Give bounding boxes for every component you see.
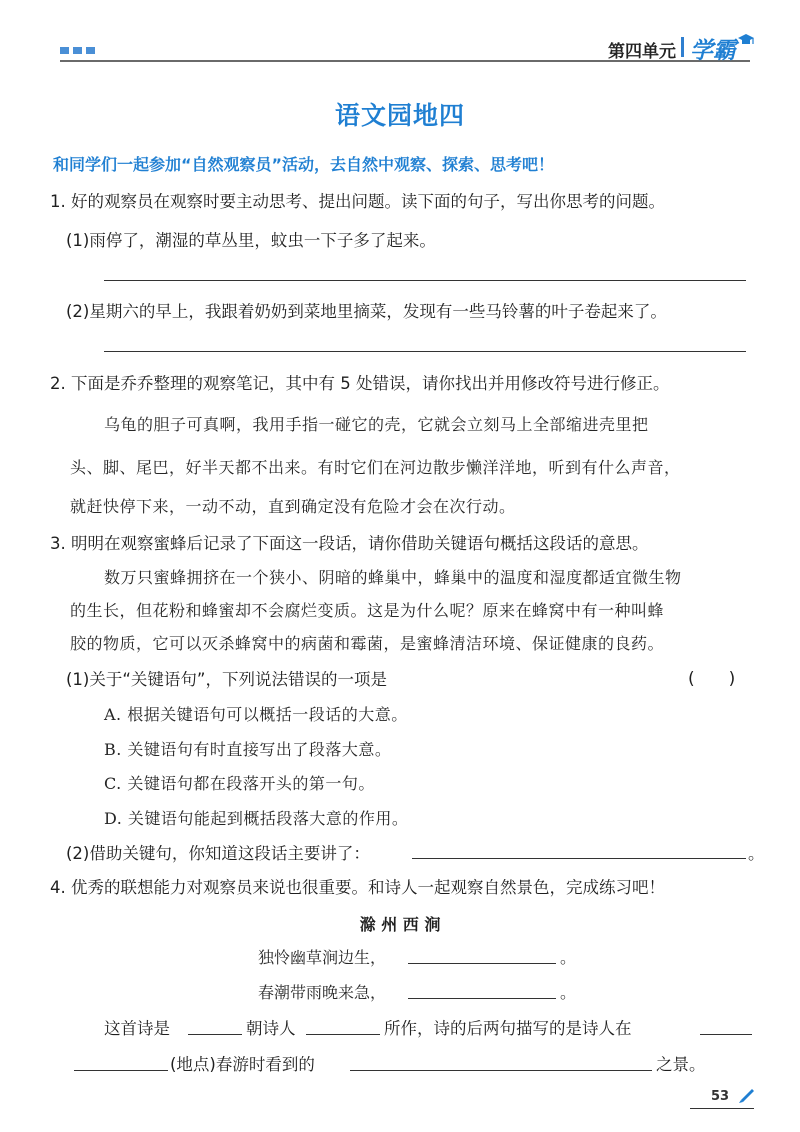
poem-title: 滁 州 西 涧 — [359, 915, 441, 934]
question-1: 1. 好的观察员在观察时要主动思考、提出问题。读下面的句子，写出你思考的问题。 — [50, 192, 665, 211]
q3-answer-bracket[interactable]: ( ) — [688, 669, 736, 689]
poem-blank-2[interactable] — [408, 998, 556, 999]
brand-logo: 学霸 — [690, 38, 736, 64]
poem-line-1: 独怜幽草涧边生， — [258, 948, 387, 967]
q3-passage-line-3: 胶的物质，它可以灭杀蜂窝中的病菌和霉菌，是蜜蜂清洁环境、保证健康的良药。 — [70, 634, 665, 653]
poem-line-2-end: 。 — [560, 983, 577, 1002]
q4-fill-text-2: 朝诗人 — [246, 1019, 296, 1038]
q3-passage-line-1: 数万只蜜蜂拥挤在一个狭小、阴暗的蜂巢中，蜂巢中的温度和湿度都适宜微生物 — [104, 568, 682, 587]
q4-blank-poet[interactable] — [306, 1034, 380, 1035]
q4-blank-scene[interactable] — [350, 1070, 652, 1071]
header-separator — [681, 37, 684, 57]
question-3: 3. 明明在观察蜜蜂后记录了下面这一段话，请你借助关键语句概括这段话的意思。 — [50, 534, 649, 553]
q2-passage-line-3: 就赶快停下来，一动不动，直到确定没有危险才会在次行动。 — [70, 497, 516, 516]
q3-option-c[interactable]: C. 关键语句都在段落开头的第一句。 — [104, 774, 375, 793]
q3-passage-line-2: 的生长，但花粉和蜂蜜却不会腐烂变质。这是为什么呢？原来在蜂窝中有一种叫蜂 — [70, 601, 665, 620]
q4-blank-place-start[interactable] — [700, 1034, 752, 1035]
q4-fill-text-3: 所作，诗的后两句描写的是诗人在 — [384, 1019, 632, 1038]
poem-line-2: 春潮带雨晚来急， — [258, 983, 387, 1002]
question-4: 4. 优秀的联想能力对观察员来说也很重要。和诗人一起观察自然景色，完成练习吧！ — [50, 878, 665, 897]
q1-sentence-1: (1)雨停了，潮湿的草丛里，蚊虫一下子多了起来。 — [66, 231, 436, 250]
q4-blank-place[interactable] — [74, 1070, 168, 1071]
q3-option-b[interactable]: B. 关键语句有时直接写出了段落大意。 — [104, 740, 392, 759]
q1-sentence-2: (2)星期六的早上，我跟着奶奶到菜地里摘菜，发现有一些马铃薯的叶子卷起来了。 — [66, 302, 667, 321]
pencil-icon — [738, 1087, 756, 1103]
q3-answer-end-mark: 。 — [748, 844, 765, 863]
q3-option-d[interactable]: D. 关键语句能起到概括段落大意的作用。 — [104, 809, 409, 828]
q4-blank-dynasty[interactable] — [188, 1034, 242, 1035]
q3-sub-question-2: (2)借助关键句，你知道这段话主要讲了： — [66, 844, 370, 863]
poem-line-1-end: 。 — [560, 948, 577, 967]
q2-passage-line-1: 乌龟的胆子可真啊，我用手指一碰它的壳，它就会立刻马上全部缩进壳里把 — [104, 415, 649, 434]
q1-answer-line-1[interactable] — [104, 280, 746, 281]
q2-passage-line-2: 头、脚、尾巴，好半天都不出来。有时它们在河边散步懒洋洋地，听到有什么声音， — [70, 458, 681, 477]
footer-divider — [690, 1108, 754, 1109]
q1-answer-line-2[interactable] — [104, 351, 746, 352]
q4-fill-text-1: 这首诗是 — [104, 1019, 170, 1038]
q3-answer-line[interactable] — [412, 858, 746, 859]
unit-label: 第四单元 — [608, 42, 676, 62]
q4-fill-text-5: 之景。 — [656, 1055, 706, 1074]
poem-blank-1[interactable] — [408, 963, 556, 964]
q3-option-a[interactable]: A. 根据关键语句可以概括一段话的大意。 — [104, 705, 408, 724]
page-number: 53 — [711, 1089, 730, 1104]
graduation-cap-icon — [737, 33, 755, 47]
q3-sub-question-1: (1)关于“关键语句”，下列说法错误的一项是 — [66, 670, 387, 689]
header-decoration — [60, 47, 95, 54]
page-title: 语文园地四 — [334, 101, 465, 130]
q4-fill-text-4: (地点)春游时看到的 — [170, 1055, 315, 1074]
activity-intro: 和同学们一起参加“自然观察员”活动，去自然中观察、探索、思考吧！ — [53, 155, 555, 174]
question-2: 2. 下面是乔乔整理的观察笔记，其中有 5 处错误，请你找出并用修改符号进行修正。 — [50, 374, 670, 393]
